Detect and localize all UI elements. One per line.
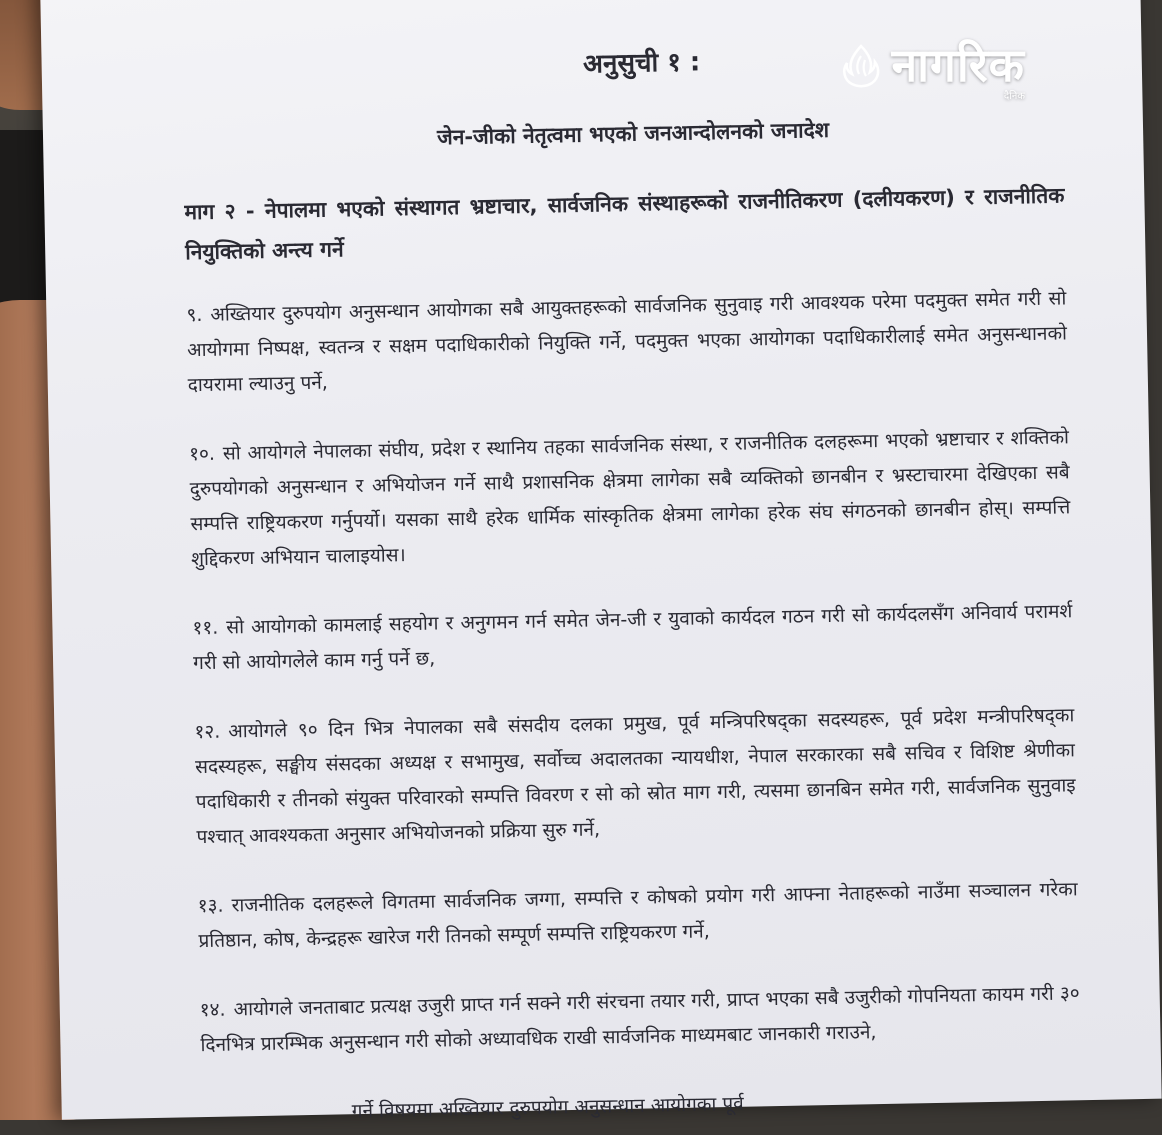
clause-number: १४. [199,998,226,1022]
clause-14 [199,976,1080,1063]
clause-text: सो आयोगले नेपालका संघीय, प्रदेश र स्थानिय तहका सार्वजनिक संस्था, र राजनीतिक दलहरूमा भएको भ्रष्टाचार र शक्तिको दुरुपयोगको अनुसन्धान र अभियोजन गर्ने साथै प्रशासनिक क्षेत्रमा लागेका सबै व्यक्तिको छानबीन र भ्रस्टाचारमा देखिएका सबै सम्पत्ति राष्ट्रियकरण गर्नुपर्यो। यसका साथै हरेक धार्मिक सांस्कृतिक क्षेत्रमा लागेका हरेक संघ संगठनको छानबीन होस्। सम्पत्ति शुद्दिकरण अभियान चालाइयोस। [189,426,1071,571]
clause-10 [189,420,1072,577]
clause-number: १२. [194,720,221,744]
document-subheading: जेन-जीको नेतृत्वमा भएको जनआन्दोलनको जनादेश [436,117,830,150]
clause-9 [186,281,1068,403]
clause-number: १३. [197,894,224,918]
clause-13 [197,872,1078,959]
clause-partial-cut-off: गर्ने विषयमा अख्तियार दुरुपयोग अनुसन्धान आयोगका पूर्व [351,1092,744,1123]
flame-logo-icon [838,42,884,88]
clause-text: आयोगले ९० दिन भित्र नेपालका सबै संसदीय दलका प्रमुख, पूर्व मन्त्रिपरिषद्का सदस्यहरू, पूर्व प्रदेश मन्त्रीपरिषद्का सदस्यहरू, सङ्घीय संसदका अध्यक्ष र सभामुख, सर्वोच्च अदालतका न्यायधीश, नेपाल सरकारका सबै सचिव र विशिष्ट श्रेणीका पदाधिकारी र तीनको संयुक्त परिवारको सम्पत्ति विवरण र सो को स्रोत माग गरी, त्यसमा छानबिन समेत गरी, सार्वजनिक सुनुवाइ पश्चात् आवश्यकता अनुसार अभियोजनको प्रक्रिया सुरु गर्ने, [194,704,1076,849]
clause-12 [194,698,1077,855]
clause-text: अख्तियार दुरुपयोग अनुसन्धान आयोगका सबै आयुक्तहरूको सार्वजनिक सुनुवाइ गरी आवश्यक परेमा पदमुक्त समेत गरी सो आयोगमा निष्पक्ष, स्वतन्त्र र सक्षम पदाधिकारीको नियुक्ति गर्ने, पदमुक्त भएका आयोगका पदाधिकारीलाई समेत अनुसन्धानको दायरामा ल्याउनु पर्ने, [186,287,1068,397]
clause-11 [192,594,1073,681]
nagarik-logo [838,38,1025,102]
clause-number: ९. [186,303,203,327]
logo-tagline: दैनिक [1003,91,1025,102]
clause-text: सो आयोगको कामलाई सहयोग र अनुगमन गर्न समेत जेन-जी र युवाको कार्यदल गठन गरी सो कार्यदलसँग अनिवार्य परामर्श गरी सो आयोगलेले काम गर्नु पर्ने छ, [192,600,1073,675]
clause-text: आयोगले जनताबाट प्रत्यक्ष उजुरी प्राप्त गर्न सक्ने गरी संरचना तयार गरी, प्राप्त भएका सबै उजुरीको गोपनियता कायम गरी ३० दिनभित्र प्रारम्भिक अनुसन्धान गरी सोको अध्यावधिक राखी सार्वजनिक माध्यमबाट जानकारी गराउने, [200,982,1080,1057]
document-body [181,35,1081,1121]
clause-number: ११. [192,616,219,640]
document-heading: अनुसुची १ : [582,47,701,80]
clause-text: राजनीतिक दलहरूले विगतमा सार्वजनिक जग्गा, सम्पत्ति र कोषको प्रयोग गरी आफ्ना नेताहरूको नाउँमा सञ्चालन गरेका प्रतिष्ठान, कोष, केन्द्रहरू खारेज गरी तिनको सम्पूर्ण सम्पत्ति राष्ट्रियकरण गर्ने, [198,878,1078,953]
document-paper [40,0,1162,1123]
logo-wordmark: नागरिक [891,38,1025,92]
clause-number: १०. [188,442,216,466]
demand-title: माग २ - नेपालमा भएको संस्थागत भ्रष्टाचार, सार्वजनिक संस्थाहरूको राजनीतिकरण (दलीयकरण) र राजनीतिक नियुक्तिको अन्त्य गर्ने [184,183,1065,265]
